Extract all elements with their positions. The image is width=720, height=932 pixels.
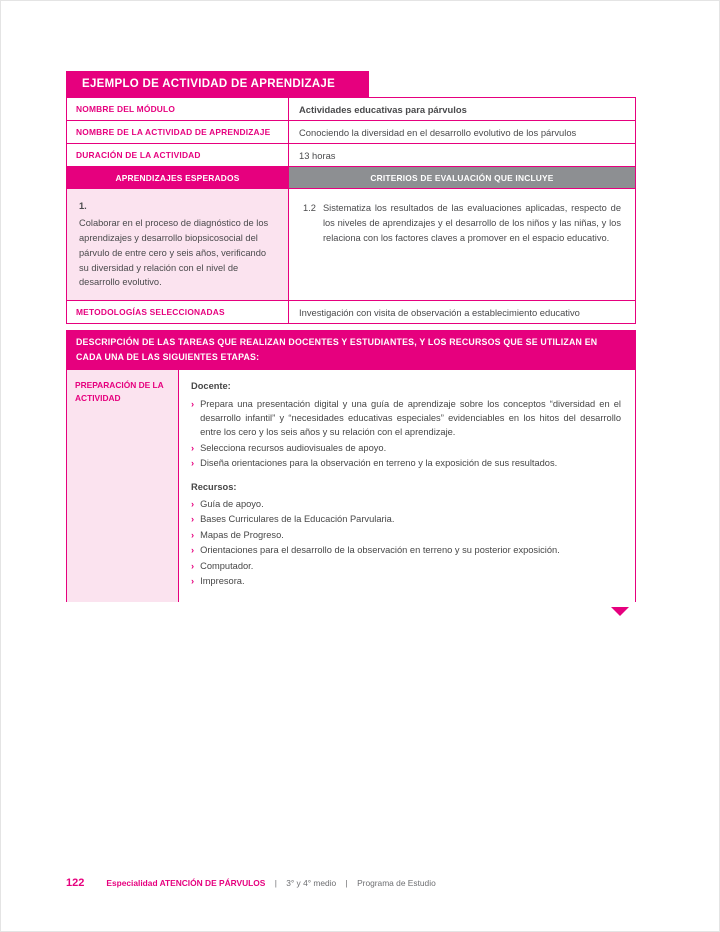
footer-program: Programa de Estudio xyxy=(357,878,436,888)
table-row-methodology xyxy=(67,301,635,323)
row-label-module: NOMBRE DEL MÓDULO xyxy=(67,98,289,120)
row-value-module: Actividades educativas para párvulos xyxy=(299,104,467,115)
footer-grade: 3° y 4° medio xyxy=(286,878,337,888)
evaluation-criteria-header: CRITERIOS DE EVALUACIÓN QUE INCLUYE xyxy=(289,167,635,188)
bullet-item xyxy=(191,497,621,511)
activity-table xyxy=(66,97,636,324)
row-value-duration: 13 horas xyxy=(299,150,336,161)
bullet-item xyxy=(191,512,621,526)
row-label-duration: DURACIÓN DE LA ACTIVIDAD xyxy=(67,144,289,166)
bullet-text: Mapas de Progreso. xyxy=(200,529,284,540)
preparation-section xyxy=(66,370,636,602)
bullet-item xyxy=(191,441,621,455)
row-label-methodology: METODOLOGÍAS SELECCIONADAS xyxy=(67,301,289,323)
page-footer xyxy=(66,877,436,889)
chevron-bullet-icon: › xyxy=(191,545,195,556)
continuation-arrow-icon xyxy=(611,607,629,616)
bullet-item xyxy=(191,456,621,470)
criterion-text: Sistematiza los resultados de las evaluaciones aplicadas, respecto de los niveles de aprendizajes y el desarrollo de los niños y las niñas, y los relaciona con los factores claves a promover en el espacio educativo. xyxy=(322,203,621,243)
bullet-item xyxy=(191,397,621,440)
page-title: EJEMPLO DE ACTIVIDAD DE APRENDIZAJE xyxy=(66,71,369,97)
recursos-heading: Recursos: xyxy=(191,481,237,492)
preparation-content xyxy=(179,370,635,602)
bullet-text: Prepara una presentación digital y una guía de aprendizaje sobre los conceptos “diversidad en el desarrollo infantil” y “necesidades educativas especiales” evidenciables en los hitos del desarrollo entre los cero y los seis años y su relación con el aprendizaje. xyxy=(200,398,621,438)
table-header-row xyxy=(67,167,635,189)
description-banner: DESCRIPCIÓN DE LAS TAREAS QUE REALIZAN DOCENTES Y ESTUDIANTES, Y LOS RECURSOS QUE SE UTILIZAN EN CADA UNA DE LAS SIGUIENTES ETAPAS: xyxy=(66,330,636,370)
chevron-bullet-icon: › xyxy=(191,458,195,469)
bullet-item xyxy=(191,559,621,573)
chevron-bullet-icon: › xyxy=(191,560,195,571)
table-row-activity-name xyxy=(67,121,635,144)
chevron-bullet-icon: › xyxy=(191,514,195,525)
bullet-item xyxy=(191,528,621,542)
preparation-stage-label: PREPARACIÓN DE LA ACTIVIDAD xyxy=(67,370,179,602)
bullet-item xyxy=(191,543,621,557)
bullet-text: Diseña orientaciones para la observación en terreno y la exposición de sus resultados. xyxy=(200,458,558,469)
page-number: 122 xyxy=(66,877,85,889)
chevron-bullet-icon: › xyxy=(191,398,195,409)
bullet-text: Computador. xyxy=(200,560,254,571)
evaluation-criterion-cell xyxy=(289,189,635,300)
bullet-text: Guía de apoyo. xyxy=(200,499,264,509)
expected-learning-text: Colaborar en el proceso de diagnóstico de los aprendizajes y desarrollo biopsicosocial del párvulo de entre cero y seis años, verificando su diversidad y relación con el nivel de desarrollo evolutivo. xyxy=(79,217,269,288)
expected-learning-number: 1. xyxy=(79,201,87,211)
expected-learning-cell xyxy=(67,189,289,300)
footer-specialty: Especialidad ATENCIÓN DE PÁRVULOS xyxy=(106,878,266,888)
table-row-duration xyxy=(67,144,635,167)
bullet-text: Selecciona recursos audiovisuales de apoyo. xyxy=(200,442,387,453)
chevron-bullet-icon: › xyxy=(191,529,195,540)
table-body-row xyxy=(67,189,635,301)
table-row-module xyxy=(67,98,635,121)
bullet-text: Orientaciones para el desarrollo de la observación en terreno y su posterior exposición. xyxy=(200,545,560,556)
criterion-number: 1.2 xyxy=(303,203,316,213)
document-content xyxy=(66,71,636,616)
footer-separator: | xyxy=(345,878,348,888)
row-label-activity-name: NOMBRE DE LA ACTIVIDAD DE APRENDIZAJE xyxy=(67,121,289,143)
chevron-bullet-icon: › xyxy=(191,442,195,453)
row-value-methodology: Investigación con visita de observación a establecimiento educativo xyxy=(299,307,580,319)
docente-heading: Docente: xyxy=(191,381,231,392)
expected-learnings-header: APRENDIZAJES ESPERADOS xyxy=(67,167,289,188)
chevron-bullet-icon: › xyxy=(191,499,195,509)
chevron-bullet-icon: › xyxy=(191,576,195,587)
bullet-text: Impresora. xyxy=(200,576,245,587)
footer-text xyxy=(106,878,435,888)
footer-separator: | xyxy=(274,878,277,888)
bullet-text: Bases Curriculares de la Educación Parvularia. xyxy=(200,514,395,525)
bullet-item xyxy=(191,574,621,588)
row-value-activity-name: Conociendo la diversidad en el desarrollo evolutivo de los párvulos xyxy=(299,127,577,138)
